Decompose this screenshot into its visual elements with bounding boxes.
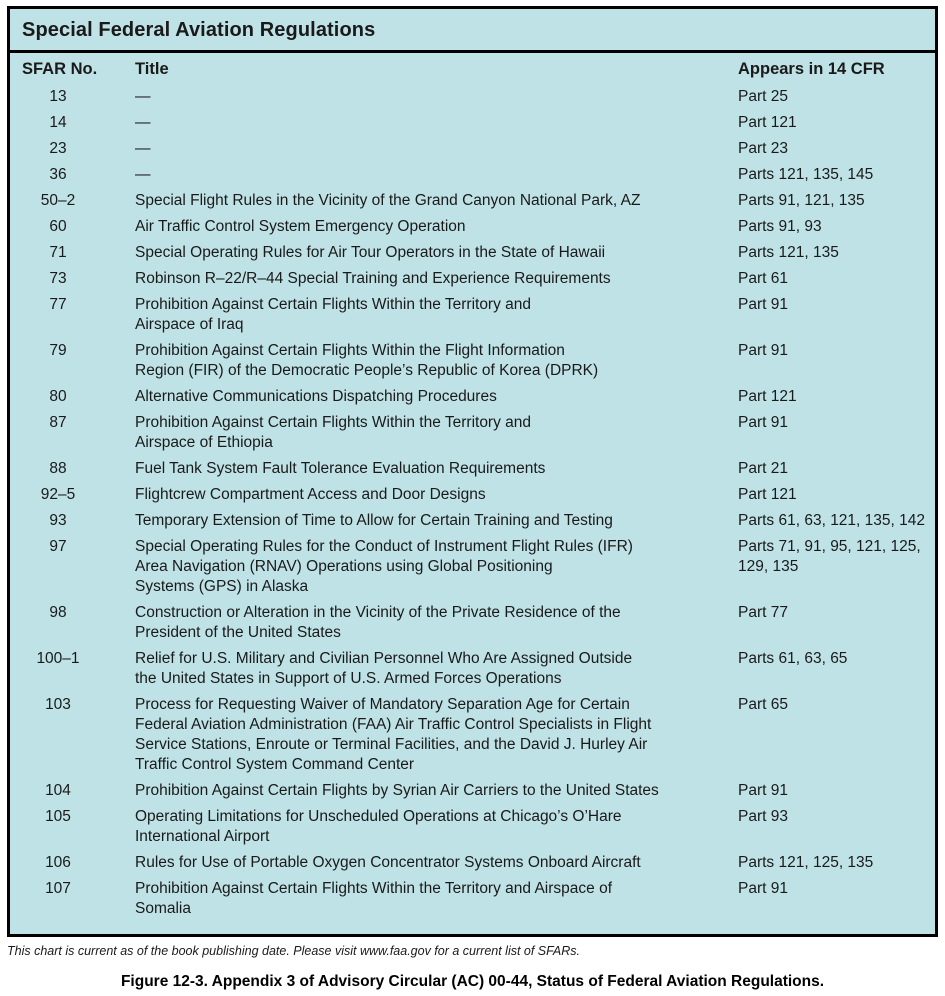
title-cell: Prohibition Against Certain Flights Within the Territory and Airspace of Ethiopia — [135, 414, 532, 451]
table-row — [10, 692, 935, 778]
table-row — [10, 162, 935, 188]
figure-caption: Figure 12-3. Appendix 3 of Advisory Circular (AC) 00-44, Status of Federal Aviation Regulations. — [120, 973, 825, 990]
title-cell: Construction or Alteration in the Vicinity of the Private Residence of the President of the United States — [135, 604, 621, 641]
table-row — [10, 508, 935, 534]
cfr-cell: Part 91 — [738, 296, 788, 313]
table-row — [10, 188, 935, 214]
title-cell: Relief for U.S. Military and Civilian Personnel Who Are Assigned Outside the United States in Support of U.S. Armed Forces Operations — [135, 650, 633, 687]
table-row — [10, 84, 935, 110]
cfr-cell: Parts 71, 91, 95, 121, 125, 129, 135 — [738, 538, 921, 575]
sfar-no-cell: 100–1 — [36, 650, 80, 667]
footnote: This chart is current as of the book publishing date. Please visit www.faa.gov for a current list of SFARs. — [7, 944, 580, 958]
table-row — [10, 534, 935, 600]
sfar-no-cell: 14 — [49, 114, 67, 131]
table-row — [10, 214, 935, 240]
table-row — [10, 482, 935, 508]
table-title: Special Federal Aviation Regulations — [10, 9, 935, 53]
table-row — [10, 292, 935, 338]
title-cell: Temporary Extension of Time to Allow for Certain Training and Testing — [135, 512, 613, 529]
sfar-no-cell: 23 — [49, 140, 67, 157]
table-row — [10, 410, 935, 456]
sfar-no-cell: 98 — [49, 604, 67, 621]
cfr-cell: Part 25 — [738, 88, 788, 105]
title-cell: — — [135, 114, 151, 131]
sfar-no-cell: 36 — [49, 166, 67, 183]
title-cell: Flightcrew Compartment Access and Door Designs — [135, 486, 486, 503]
cfr-cell: Part 93 — [738, 808, 788, 825]
sfar-no-cell: 97 — [49, 538, 67, 555]
sfar-no-cell: 13 — [49, 88, 67, 105]
table-body — [10, 84, 935, 934]
table-row — [10, 240, 935, 266]
title-cell: Prohibition Against Certain Flights Within the Territory and Airspace of Somalia — [135, 880, 613, 917]
table-row — [10, 384, 935, 410]
sfar-table — [7, 6, 938, 937]
cfr-cell: Part 91 — [738, 414, 788, 431]
cfr-cell: Parts 61, 63, 121, 135, 142 — [738, 512, 925, 529]
cfr-cell: Part 21 — [738, 460, 788, 477]
cfr-cell: Part 121 — [738, 388, 797, 405]
title-cell: Prohibition Against Certain Flights by Syrian Air Carriers to the United States — [135, 782, 659, 799]
title-cell: Special Operating Rules for Air Tour Operators in the State of Hawaii — [135, 244, 606, 261]
sfar-no-cell: 87 — [49, 414, 67, 431]
cfr-cell: Parts 121, 135, 145 — [738, 166, 874, 183]
sfar-no-cell: 77 — [49, 296, 67, 313]
cfr-cell: Part 121 — [738, 114, 797, 131]
sfar-no-cell: 60 — [49, 218, 67, 235]
column-header-title: Title — [135, 60, 169, 78]
sfar-no-cell: 92–5 — [40, 486, 76, 503]
cfr-cell: Part 65 — [738, 696, 788, 713]
sfar-no-cell: 107 — [45, 880, 71, 897]
table-row — [10, 110, 935, 136]
cfr-cell: Part 77 — [738, 604, 788, 621]
title-cell: — — [135, 140, 151, 157]
sfar-no-cell: 88 — [49, 460, 67, 477]
column-header-appears-in-14-cfr: Appears in 14 CFR — [738, 60, 885, 78]
title-cell: — — [135, 166, 151, 183]
table-row — [10, 456, 935, 482]
cfr-cell: Part 91 — [738, 342, 788, 359]
title-cell: Special Operating Rules for the Conduct of Instrument Flight Rules (IFR) Area Navigation (RNAV) Operations using Global Positioning Systems (GPS) in Alaska — [135, 538, 633, 595]
cfr-cell: Part 23 — [738, 140, 788, 157]
sfar-no-cell: 50–2 — [40, 192, 76, 209]
cfr-cell: Parts 61, 63, 65 — [738, 650, 848, 667]
table-row — [10, 266, 935, 292]
table-row — [10, 804, 935, 850]
table-row — [10, 600, 935, 646]
title-cell: Prohibition Against Certain Flights Within the Territory and Airspace of Iraq — [135, 296, 532, 333]
title-cell: Special Flight Rules in the Vicinity of the Grand Canyon National Park, AZ — [135, 192, 641, 209]
table-row — [10, 646, 935, 692]
cfr-cell: Part 61 — [738, 270, 788, 287]
table-row — [10, 876, 935, 934]
table-head — [10, 53, 935, 84]
title-cell: — — [135, 88, 151, 105]
column-header-sfar-no: SFAR No. — [22, 60, 98, 78]
cfr-cell: Parts 121, 135 — [738, 244, 839, 261]
table-row — [10, 338, 935, 384]
cfr-cell: Parts 91, 93 — [738, 218, 822, 235]
title-cell: Fuel Tank System Fault Tolerance Evaluation Requirements — [135, 460, 546, 477]
title-cell: Air Traffic Control System Emergency Operation — [135, 218, 466, 235]
sfar-no-cell: 93 — [49, 512, 67, 529]
sfar-no-cell: 104 — [45, 782, 71, 799]
title-cell: Alternative Communications Dispatching Procedures — [135, 388, 497, 405]
cfr-cell: Parts 91, 121, 135 — [738, 192, 865, 209]
sfar-no-cell: 71 — [49, 244, 67, 261]
cfr-cell: Part 91 — [738, 782, 788, 799]
sfar-no-cell: 73 — [49, 270, 67, 287]
title-cell: Prohibition Against Certain Flights Within the Flight Information Region (FIR) of the Democratic People’s Republic of Korea (DPRK) — [135, 342, 599, 379]
cfr-cell: Part 121 — [738, 486, 797, 503]
table-header-row — [10, 53, 935, 84]
sfar-no-cell: 79 — [49, 342, 67, 359]
cfr-cell: Parts 121, 125, 135 — [738, 854, 874, 871]
table-row — [10, 850, 935, 876]
table-row — [10, 136, 935, 162]
sfar-no-cell: 105 — [45, 808, 71, 825]
cfr-cell: Part 91 — [738, 880, 788, 897]
title-cell: Rules for Use of Portable Oxygen Concentrator Systems Onboard Aircraft — [135, 854, 641, 871]
sfar-no-cell: 106 — [45, 854, 71, 871]
sfar-no-cell: 103 — [45, 696, 71, 713]
sfar-no-cell: 80 — [49, 388, 67, 405]
sfar-regulations-table — [10, 53, 935, 934]
title-cell: Operating Limitations for Unscheduled Operations at Chicago’s O’Hare International Airport — [135, 808, 622, 845]
title-cell: Robinson R–22/R–44 Special Training and Experience Requirements — [135, 270, 611, 287]
title-cell: Process for Requesting Waiver of Mandatory Separation Age for Certain Federal Aviation Administration (FAA) Air Traffic Control Specialists in Flight Service Stations, Enroute or Terminal Facilities, and the David J. Hurley Air Traffic Control System Command Center — [135, 696, 652, 773]
table-row — [10, 778, 935, 804]
